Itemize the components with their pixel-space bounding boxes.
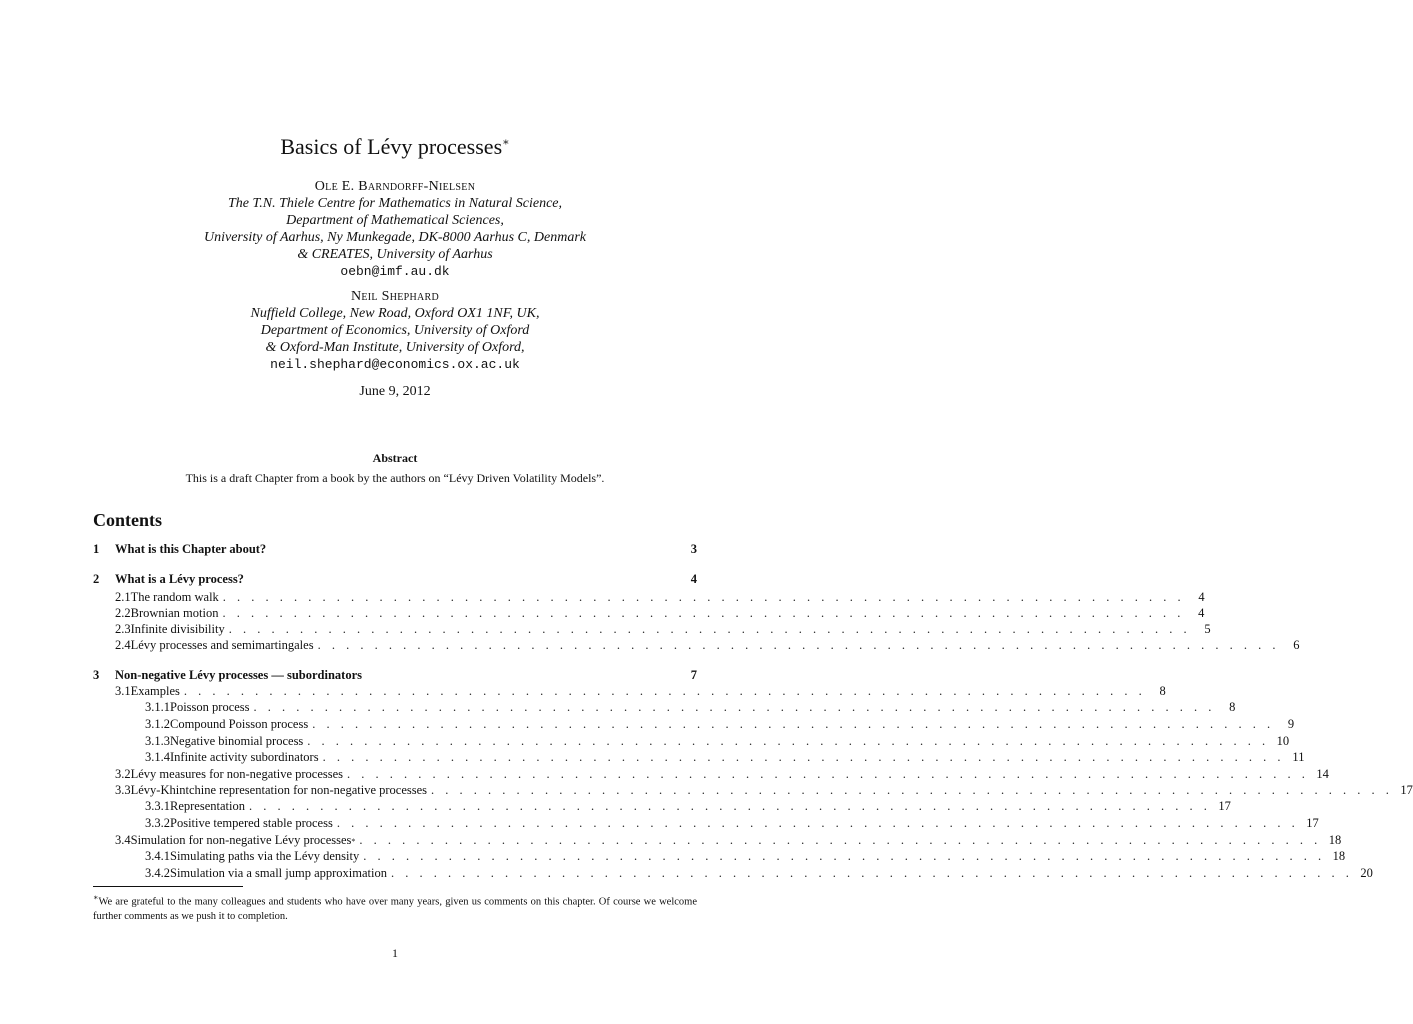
paper-date: June 9, 2012 (359, 384, 431, 399)
toc-entry-number: 3.3 (115, 783, 131, 797)
toc-leader-dots: . . . . . . . . . . . . . . . . . . . . . . . . . . . . . . . . . . . . . . . . . . . . . . . . . . . . . . . . . . . . . . . . . . . . (222, 590, 1185, 604)
toc-leader-dots: . . . . . . . . . . . . . . . . . . . . . . . . . . . . . . . . . . . . . . . . . . . . . . . . . . . . . . . . . . . . . . . . . . . . (248, 799, 1211, 813)
toc-entry-page: 18 (1332, 849, 1346, 863)
toc-leader-dots: . . . . . . . . . . . . . . . . . . . . . . . . . . . . . . . . . . . . . . . . . . . . . . . . . . . . . . . . . . . . . . . . . . . . (222, 606, 1185, 620)
toc-entry-number: 2.1 (115, 590, 131, 604)
toc-entry-page: 8 (1159, 684, 1166, 698)
toc-entry[interactable] (93, 833, 1342, 849)
toc-entry-page: 11 (1292, 750, 1305, 764)
author-block-2 (0, 288, 790, 373)
toc-entry[interactable] (93, 767, 1329, 783)
toc-entry-title: Infinite activity subordinators (170, 750, 319, 764)
toc-entry-page: 9 (1287, 717, 1295, 731)
footnote-rule (93, 886, 243, 887)
toc-entry-number: 2.4 (115, 638, 131, 652)
toc-entry-title: Lévy-Khintchine representation for non-negative processes (130, 783, 428, 797)
toc-entry-title: Simulation for non-negative Lévy processes (130, 833, 352, 847)
toc-entry-title: Positive tempered stable process (170, 816, 333, 830)
toc-entry-page: 7 (690, 668, 697, 682)
toc-leader-dots: . . . . . . . . . . . . . . . . . . . . . . . . . . . . . . . . . . . . . . . . . . . . . . . . . . . . . . . . . . . . . . . . . . . . (431, 783, 1393, 797)
toc-entry[interactable] (93, 783, 1413, 799)
footnote-text: We are grateful to the many colleagues and students who have over many years, given us comments on this chapter. Of course we welcome further comments as we push it to completion. (93, 896, 697, 922)
affiliation-line: Department of Mathematical Sciences, (286, 213, 504, 228)
toc-entry-page: 4 (1198, 606, 1205, 620)
toc-entry-title: Lévy measures for non-negative processes (130, 767, 344, 781)
toc-entry-page: 3 (690, 542, 697, 556)
toc-entry-page: 18 (1328, 833, 1342, 847)
toc-entry-title: Infinite divisibility (130, 622, 225, 636)
toc-entry-title: Negative binomial process (170, 734, 304, 748)
toc-entry-page: 20 (1360, 866, 1373, 880)
toc-entry-number: 2 (93, 572, 100, 586)
toc-entry-number: 3.4.1 (145, 849, 170, 863)
toc-entry-title: Poisson process (170, 700, 250, 714)
toc-entry[interactable] (93, 717, 1295, 733)
toc-entry[interactable] (93, 572, 697, 588)
author-email[interactable]: oebn@imf.au.dk (340, 264, 450, 279)
toc-entry-title: Representation (170, 799, 245, 813)
toc-entry-page: 6 (1293, 638, 1300, 652)
toc-entry-number: 3.2 (115, 767, 131, 781)
paper-title-text: Basics of Lévy processes (280, 134, 503, 159)
toc-entry-number: 2.2 (115, 606, 131, 620)
toc-entry-title: Non-negative Lévy processes — subordinators (115, 668, 362, 682)
toc-entry[interactable] (93, 799, 1231, 815)
toc-leader-dots: . . . . . . . . . . . . . . . . . . . . . . . . . . . . . . . . . . . . . . . . . . . . . . . . . . . . . . . . . . . . . . . . . . . . (312, 717, 1275, 731)
affiliation-line: Department of Economics, University of Oxford (260, 323, 530, 338)
toc-entry[interactable] (93, 816, 1319, 832)
toc-entry-page: 17 (1218, 799, 1231, 813)
toc-leader-dots: . . . . . . . . . . . . . . . . . . . . . . . . . . . . . . . . . . . . . . . . . . . . . . . . . . . . . . . . . . . . . . . . . . . . (183, 684, 1146, 698)
affiliation-line: & CREATES, University of Aarhus (297, 247, 493, 262)
author-name: Neil Shephard (350, 289, 440, 304)
toc-entry-title: What is a Lévy process? (115, 572, 244, 586)
toc-leader-dots: . . . . . . . . . . . . . . . . . . . . . . . . . . . . . . . . . . . . . . . . . . . . . . . . . . . . . . . . . . . . . . . . . . . . (228, 622, 1191, 636)
toc-leader-dots: . . . . . . . . . . . . . . . . . . . . . . . . . . . . . . . . . . . . . . . . . . . . . . . . . . . . . . . . . . . . . . . . . . . . (253, 700, 1216, 714)
toc-entry-page: 14 (1316, 767, 1329, 781)
toc-entry-page: 5 (1204, 622, 1211, 636)
toc-entry-number: 3.1.3 (145, 734, 170, 748)
toc-entry[interactable] (93, 849, 1346, 865)
toc-entry[interactable] (93, 734, 1290, 750)
toc-entry[interactable] (93, 750, 1305, 766)
footnote (93, 891, 697, 924)
footnote-mark: ∗ (93, 893, 99, 902)
toc-leader-dots: . . . . . . . . . . . . . . . . . . . . . . . . . . . . . . . . . . . . . . . . . . . . . . . . . . . . . . . . . . . . . . . . . . . . (359, 833, 1322, 847)
toc-entry-number: 2.3 (115, 622, 131, 636)
toc-entry-page: 4 (1198, 590, 1205, 604)
toc-leader-dots: . . . . . . . . . . . . . . . . . . . . . . . . . . . . . . . . . . . . . . . . . . . . . . . . . . . . . . . . . . . . . . . . . . . . (336, 816, 1299, 830)
toc-entry-number: 3.3.2 (145, 816, 170, 830)
toc-entry[interactable] (93, 590, 1205, 606)
toc-entry[interactable] (93, 638, 1300, 654)
toc-entry-title: Simulation via a small jump approximation (170, 866, 387, 880)
toc-entry-number: 3 (93, 668, 100, 682)
toc-leader-dots: . . . . . . . . . . . . . . . . . . . . . . . . . . . . . . . . . . . . . . . . . . . . . . . . . . . . . . . . . . . . . . . . . . . . (317, 638, 1280, 652)
abstract-text: This is a draft Chapter from a book by the authors on “Lévy Driven Volatility Models”. (185, 471, 605, 485)
toc-entry-number: 3.4 (115, 833, 131, 847)
toc-leader-dots: . . . . . . . . . . . . . . . . . . . . . . . . . . . . . . . . . . . . . . . . . . . . . . . . . . . . . . . . . . . . . . . . . . . . (322, 750, 1285, 764)
toc-entry[interactable] (93, 606, 1205, 622)
paper-title (0, 134, 790, 160)
toc-entry[interactable] (93, 684, 1166, 700)
author-name: Ole E. Barndorff-Nielsen (314, 179, 476, 194)
toc-entry-page: 17 (1400, 783, 1413, 797)
toc-entry-page: 4 (690, 572, 697, 586)
affiliation-line: University of Aarhus, Ny Munkegade, DK-8000 Aarhus C, Denmark (204, 230, 586, 245)
author-block-1 (0, 178, 790, 280)
toc-leader-dots: . . . . . . . . . . . . . . . . . . . . . . . . . . . . . . . . . . . . . . . . . . . . . . . . . . . . . . . . . . . . . . . . . . . . (307, 734, 1270, 748)
abstract-heading: Abstract (372, 451, 418, 465)
toc-entry-page: 8 (1229, 700, 1236, 714)
toc-entry-number: 3.4.2 (145, 866, 170, 880)
toc-leader-dots: . . . . . . . . . . . . . . . . . . . . . . . . . . . . . . . . . . . . . . . . . . . . . . . . . . . . . . . . . . . . . . . . . . . . (391, 866, 1353, 880)
toc-leader-dots: . . . . . . . . . . . . . . . . . . . . . . . . . . . . . . . . . . . . . . . . . . . . . . . . . . . . . . . . . . . . . . . . . . . . (347, 767, 1309, 781)
affiliation-line: & Oxford-Man Institute, University of Oxford, (265, 340, 525, 355)
toc-entry[interactable] (93, 866, 1373, 882)
title-footnote-mark: ∗ (502, 136, 510, 149)
toc-entry-title: Brownian motion (130, 606, 219, 620)
toc-entry[interactable] (93, 542, 697, 558)
toc-entry-title: Examples (130, 684, 180, 698)
toc-entry-mark: * (351, 837, 356, 846)
toc-entry-number: 3.1.1 (145, 700, 170, 714)
affiliation-line: The T.N. Thiele Centre for Mathematics in Natural Science, (227, 196, 563, 211)
page-number: 1 (392, 946, 398, 960)
toc-entry-title: What is this Chapter about? (115, 542, 267, 556)
toc-entry-number: 3.1.2 (145, 717, 170, 731)
contents-heading: Contents (93, 510, 163, 530)
toc-entry-title: Compound Poisson process (170, 717, 309, 731)
toc-entry[interactable] (93, 668, 697, 684)
toc-entry[interactable] (93, 622, 1211, 638)
toc-leader-dots: . . . . . . . . . . . . . . . . . . . . . . . . . . . . . . . . . . . . . . . . . . . . . . . . . . . . . . . . . . . . . . . . . . . . (363, 849, 1326, 863)
toc-entry-page: 10 (1276, 734, 1290, 748)
affiliation-line: Nuffield College, New Road, Oxford OX1 1NF, UK, (250, 306, 540, 321)
toc-entry-title: Lévy processes and semimartingales (130, 638, 314, 652)
toc-entry[interactable] (93, 700, 1236, 716)
toc-entry-page: 17 (1306, 816, 1319, 830)
toc-entry-title: The random walk (130, 590, 219, 604)
toc-entry-number: 3.1.4 (145, 750, 170, 764)
toc-entry-number: 1 (93, 542, 100, 556)
toc-entry-title: Simulating paths via the Lévy density (170, 849, 360, 863)
author-email[interactable]: neil.shephard@economics.ox.ac.uk (270, 357, 520, 372)
toc-entry-number: 3.3.1 (145, 799, 170, 813)
toc-entry-number: 3.1 (115, 684, 131, 698)
